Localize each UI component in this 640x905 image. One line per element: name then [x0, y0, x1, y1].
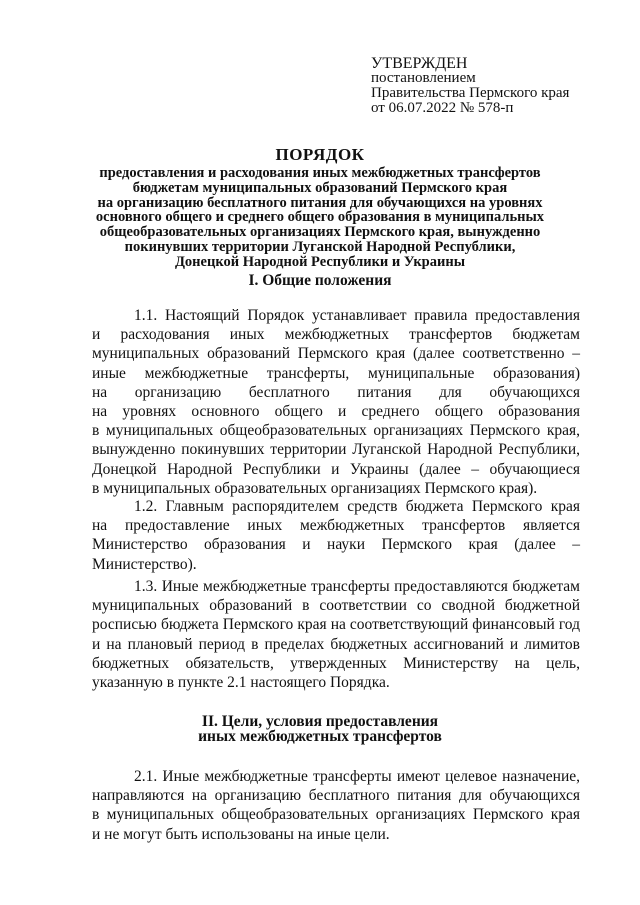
paragraph-line: росписью бюджета Пермского края на соответствующий финансовый год	[92, 616, 580, 634]
paragraph-line: 2.1. Иные межбюджетные трансферты имеют целевое назначение,	[134, 768, 580, 785]
document-title: ПОРЯДОК	[275, 145, 365, 164]
paragraph-line: 1.1. Настоящий Порядок устанавливает правила предоставления	[134, 307, 580, 324]
subtitle-line: на организацию бесплатного питания для обучающихся на уровнях	[97, 194, 543, 211]
paragraph-line: муниципальных образований в соответствии со сводной бюджетной	[92, 597, 580, 615]
paragraph-line: на предоставление иных межбюджетных трансфертов является	[92, 517, 580, 535]
paragraph-line: на уровнях основного общего и среднего общего образования	[92, 403, 580, 421]
subtitle-line: бюджетам муниципальных образований Пермского края	[132, 179, 508, 196]
paragraph-line: Министерство).	[92, 555, 197, 573]
paragraph-line: Министерство образования и науки Пермского края (далее –	[92, 536, 580, 554]
section-2-heading-line: II. Цели, условия предоставления	[201, 713, 439, 730]
paragraph-1-2	[92, 497, 580, 574]
paragraph-line: в муниципальных образовательных организациях Пермского края).	[92, 479, 538, 497]
paragraph-line: Донецкой Народной Республики и Украины (далее – обучающиеся	[92, 460, 580, 478]
paragraph-line: указанную в пункте 2.1 настоящего Порядка.	[92, 674, 390, 692]
document-subtitle	[0, 166, 640, 270]
paragraph-line: муниципальных образований Пермского края (далее соответственно –	[92, 345, 580, 363]
paragraph-line: в муниципальных общеобразовательных организациях Пермского края	[92, 806, 580, 824]
paragraph-line: вынужденно покинувших территории Луганской Народной Республики,	[92, 441, 580, 459]
paragraph-2-1	[92, 767, 580, 844]
section-2-heading	[0, 714, 640, 744]
approval-line-approved: УТВЕРЖДЕН	[371, 55, 468, 72]
approval-line-date-number: от 06.07.2022 № 578-п	[371, 100, 514, 116]
subtitle-line: общеобразовательных организациях Пермского края, вынужденно	[99, 224, 541, 241]
paragraph-line: иные межбюджетные трансферты, муниципальные образования)	[92, 364, 580, 382]
paragraph-line: и расходования иных межбюджетных трансфертов бюджетам	[92, 326, 580, 344]
approval-line-government: Правительства Пермского края	[371, 85, 570, 101]
section-1-heading: I. Общие положения	[248, 272, 392, 289]
paragraph-line: и на плановый период в пределах бюджетных ассигнований и лимитов	[92, 635, 580, 653]
paragraph-1-3	[92, 577, 580, 692]
paragraph-line: 1.2. Главным распорядителем средств бюджета Пермского края	[134, 498, 580, 515]
paragraph-line: направляются на организацию бесплатного питания для обучающихся	[92, 787, 580, 805]
subtitle-line: Донецкой Народной Республики и Украины	[174, 253, 466, 270]
approval-line-resolution: постановлением	[371, 70, 476, 86]
paragraph-line: и не могут быть использованы на иные цели.	[92, 825, 390, 843]
section-2-heading-line: иных межбюджетных трансфертов	[198, 728, 442, 745]
paragraph-line: 1.3. Иные межбюджетные трансферты предоставляются бюджетам	[134, 578, 580, 595]
subtitle-line: покинувших территории Луганской Народной Республики,	[124, 238, 516, 255]
subtitle-line: основного общего и среднего общего образования в муниципальных	[95, 209, 545, 226]
paragraph-line: в муниципальных общеобразовательных организациях Пермского края,	[92, 422, 580, 440]
paragraph-1-1	[92, 306, 580, 498]
paragraph-line: бюджетных обязательств, утвержденных Министерству на цель,	[92, 654, 580, 672]
approval-stamp	[371, 56, 569, 116]
paragraph-line: на организацию бесплатного питания для обучающихся	[92, 383, 580, 401]
subtitle-line: предоставления и расходования иных межбюджетных трансфертов	[99, 165, 541, 181]
